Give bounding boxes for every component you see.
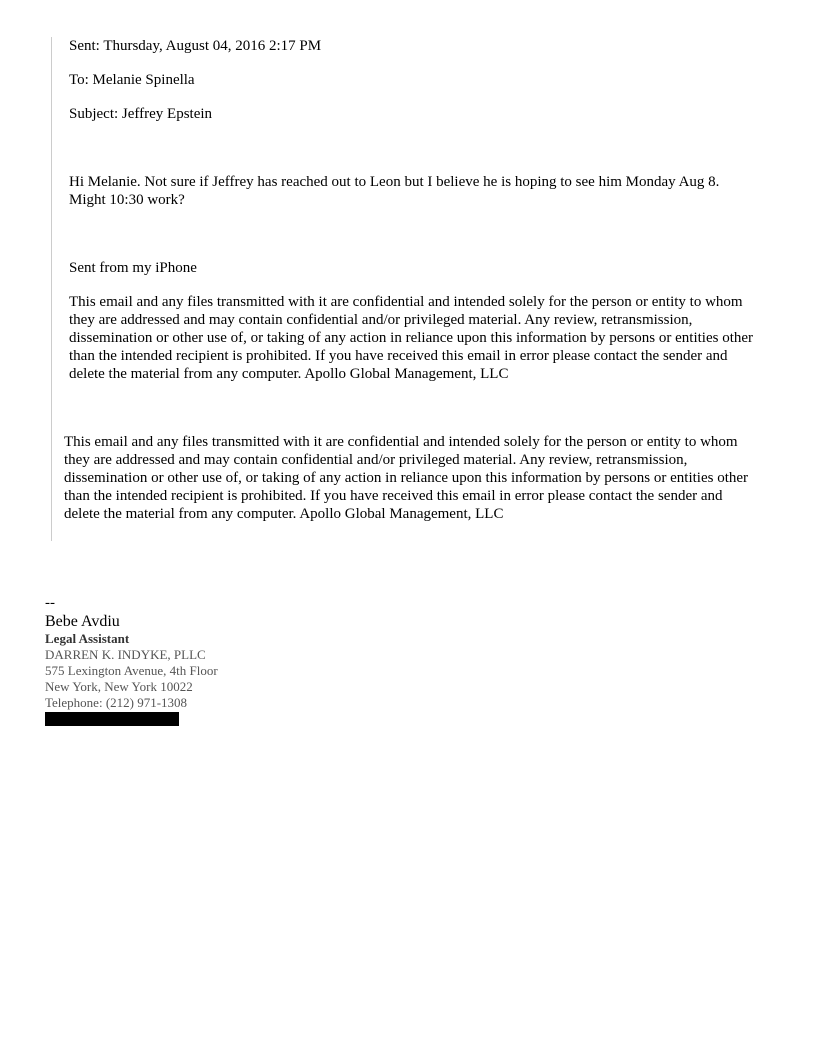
signature-separator: -- [45,595,55,611]
signature-telephone: Telephone: (212) 971-1308 [45,695,188,710]
disclaimer-outer: This email and any files transmitted with it are confidential and intended solely for the person or entity to whom they are addressed and may contain confidential and/or privileged material. Any review, retransmission, dissemination or other use of, or taking of any action in reliance upon this information by persons or entities other than the intended recipient is prohibited. If you have received this email in error please contact the sender and delete the material from any computer. Apollo Global Management, LLC [64,434,749,522]
subject-line: Subject: Jeffrey Epstein [69,106,213,122]
signature-address-line-1: 575 Lexington Avenue, 4th Floor [45,663,218,678]
message-body: Hi Melanie. Not sure if Jeffrey has reached out to Leon but I believe he is hoping to see him Monday Aug 8. Might 10:30 work? [69,174,720,208]
to-line: To: Melanie Spinella [69,72,195,88]
redaction-block [45,712,179,726]
signature-title: Legal Assistant [45,631,130,646]
disclaimer-inner: This email and any files transmitted with it are confidential and intended solely for the person or entity to whom they are addressed and may contain confidential and/or privileged material. Any review, retransmission, dissemination or other use of, or taking of any action in reliance upon this information by persons or entities other than the intended recipient is prohibited. If you have received this email in error please contact the sender and delete the material from any computer. Apollo Global Management, LLC [69,294,754,382]
signature-firm: DARREN K. INDYKE, PLLC [45,647,206,662]
quoted-message-bar [51,37,52,541]
signature-name: Bebe Avdiu [45,613,120,630]
sent-line: Sent: Thursday, August 04, 2016 2:17 PM [69,38,322,54]
signature-address-line-2: New York, New York 10022 [45,679,193,694]
sent-from-iphone: Sent from my iPhone [69,260,197,276]
